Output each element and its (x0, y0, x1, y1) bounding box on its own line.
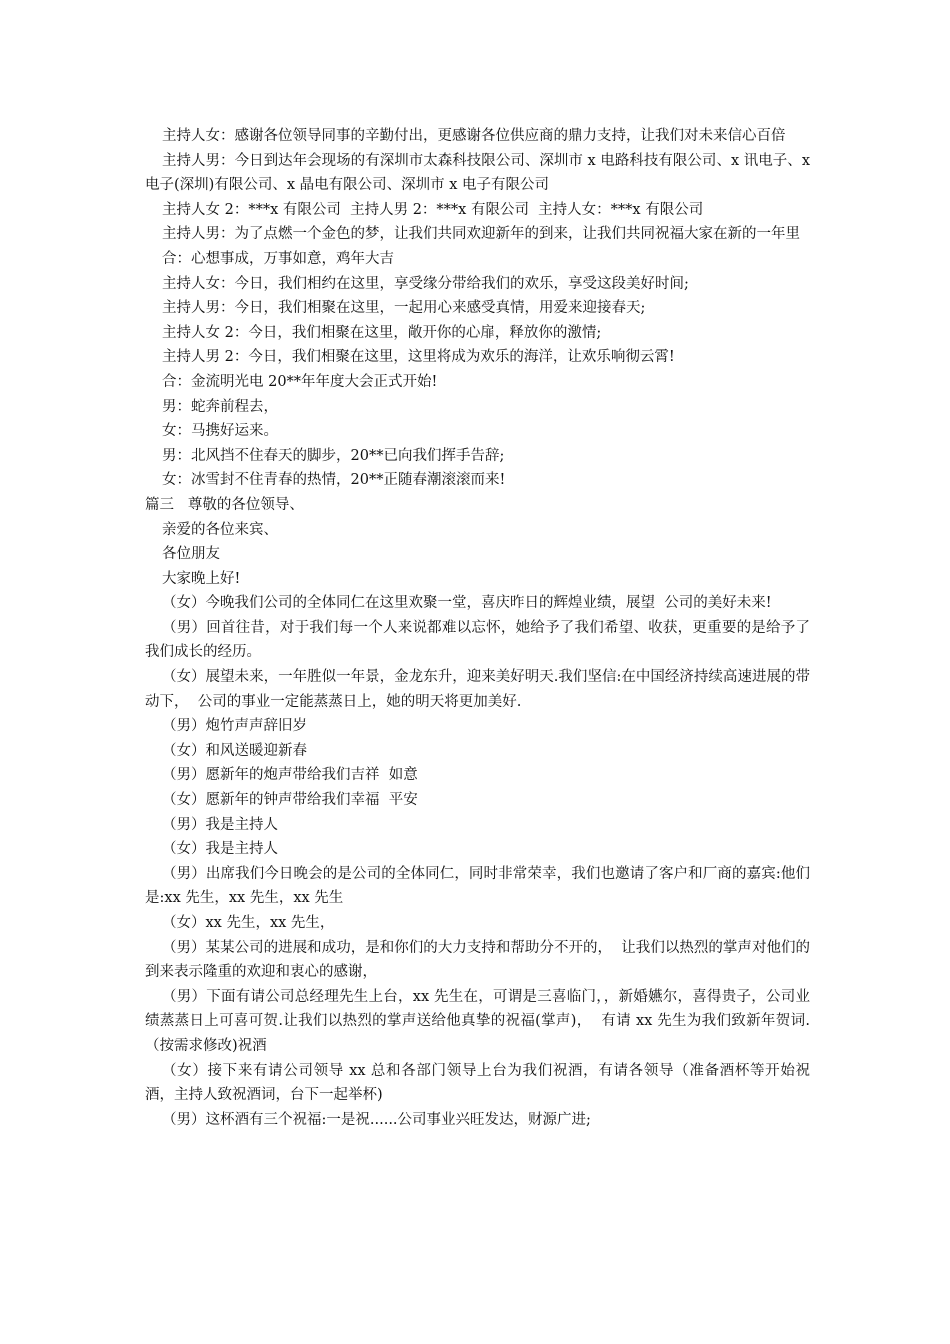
paragraph: 合：心想事成，万事如意，鸡年大吉 (162, 250, 394, 267)
paragraph: 主持人男：为了点燃一个金色的梦，让我们共同欢迎新年的到来，让我们共同祝福大家在新的一年里 (162, 226, 800, 243)
paragraph: 篇三 尊敬的各位领导、 (145, 496, 304, 513)
paragraph: （女）我是主持人 (162, 841, 278, 858)
paragraph: 男：北风挡不住春天的脚步，20**已向我们挥手告辞; (162, 447, 505, 464)
paragraph: 女：冰雪封不住青春的热情，20**正随春潮滚滚而来! (162, 472, 506, 489)
paragraph: （男）回首往昔，对于我们每一个人来说都难以忘怀，她给予了我们希望、收获，更重要的是给予了我们成长的经历。 (145, 619, 810, 661)
paragraph: 女：马携好运来。 (162, 423, 278, 440)
paragraph: （女）展望未来，一年胜似一年景，金龙东升，迎来美好明天.我们坚信:在中国经济持续高速进展的带动下， 公司的事业一定能蒸蒸日上，她的明天将更加美好. (145, 669, 810, 710)
paragraph: 主持人女：今日，我们相约在这里，享受缘分带给我们的欢乐，享受这段美好时间; (162, 275, 689, 292)
paragraph: 大家晚上好! (162, 570, 241, 587)
paragraph: （女）和风送暖迎新春 (162, 742, 307, 759)
paragraph: （男）炮竹声声辞旧岁 (162, 718, 307, 735)
paragraph: 主持人女 2：今日，我们相聚在这里，敞开你的心扉，释放你的激情; (162, 324, 602, 341)
paragraph: 主持人男 2：今日，我们相聚在这里，这里将成为欢乐的海洋，让欢乐响彻云霄! (162, 349, 675, 366)
paragraph: 主持人男：今日，我们相聚在这里，一起用心来感受真情，用爱来迎接春天; (162, 300, 646, 317)
paragraph: 亲爱的各位来宾、 (162, 521, 278, 538)
paragraph: （男）下面有请公司总经理先生上台，xx 先生在，可谓是三喜临门，，新婚嬿尔，喜得贵子，公司业绩蒸蒸日上可喜可贺.让我们以热烈的掌声送给他真挚的祝福(掌声)， 有请 xx 先生为我们致新年贺词.（按需求修改)祝酒 (145, 988, 810, 1054)
paragraph: （男）出席我们今日晚会的是公司的全体同仁，同时非常荣幸，我们也邀请了客户和厂商的嘉宾:他们是:xx 先生，xx 先生，xx 先生 (145, 865, 810, 907)
document-body (145, 124, 815, 1132)
paragraph: 主持人男：今日到达年会现场的有深圳市太森科技限公司、深圳市 x 电路科技有限公司、x 讯电子、x 电子(深圳)有限公司、x 晶电有限公司、深圳市 x 电子有限公司 (145, 152, 815, 194)
paragraph: 主持人女：感谢各位领导同事的辛勤付出，更感谢各位供应商的鼎力支持，让我们对未来信心百倍 (162, 128, 786, 144)
paragraph: 主持人女 2：***x 有限公司 主持人男 2：***x 有限公司 主持人女：***x 有限公司 (162, 201, 704, 218)
paragraph: （女）xx 先生，xx 先生， (162, 915, 335, 931)
paragraph: （男）愿新年的炮声带给我们吉祥 如意 (162, 767, 418, 784)
paragraph: 合：金流明光电 20**年年度大会正式开始! (162, 373, 438, 390)
paragraph: （女）愿新年的钟声带给我们幸福 平安 (162, 792, 418, 809)
paragraph: （男）这杯酒有三个祝福:一是祝......公司事业兴旺发达，财源广进; (162, 1111, 591, 1128)
paragraph: （女）今晚我们公司的全体同仁在这里欢聚一堂，喜庆昨日的辉煌业绩，展望 公司的美好未来! (162, 595, 772, 612)
paragraph: （男）某某公司的进展和成功，是和你们的大力支持和帮助分不开的， 让我们以热烈的掌声对他们的到来表示隆重的欢迎和衷心的感谢， (145, 939, 810, 981)
paragraph: 各位朋友 (162, 546, 220, 563)
paragraph: （女）接下来有请公司领导 xx 总和各部门领导上台为我们祝酒，有请各领导（准备酒杯等开始祝酒，主持人致祝酒词，台下一起举杯) (145, 1062, 810, 1104)
paragraph: 男：蛇奔前程去， (162, 398, 278, 415)
paragraph: （男）我是主持人 (162, 816, 278, 833)
